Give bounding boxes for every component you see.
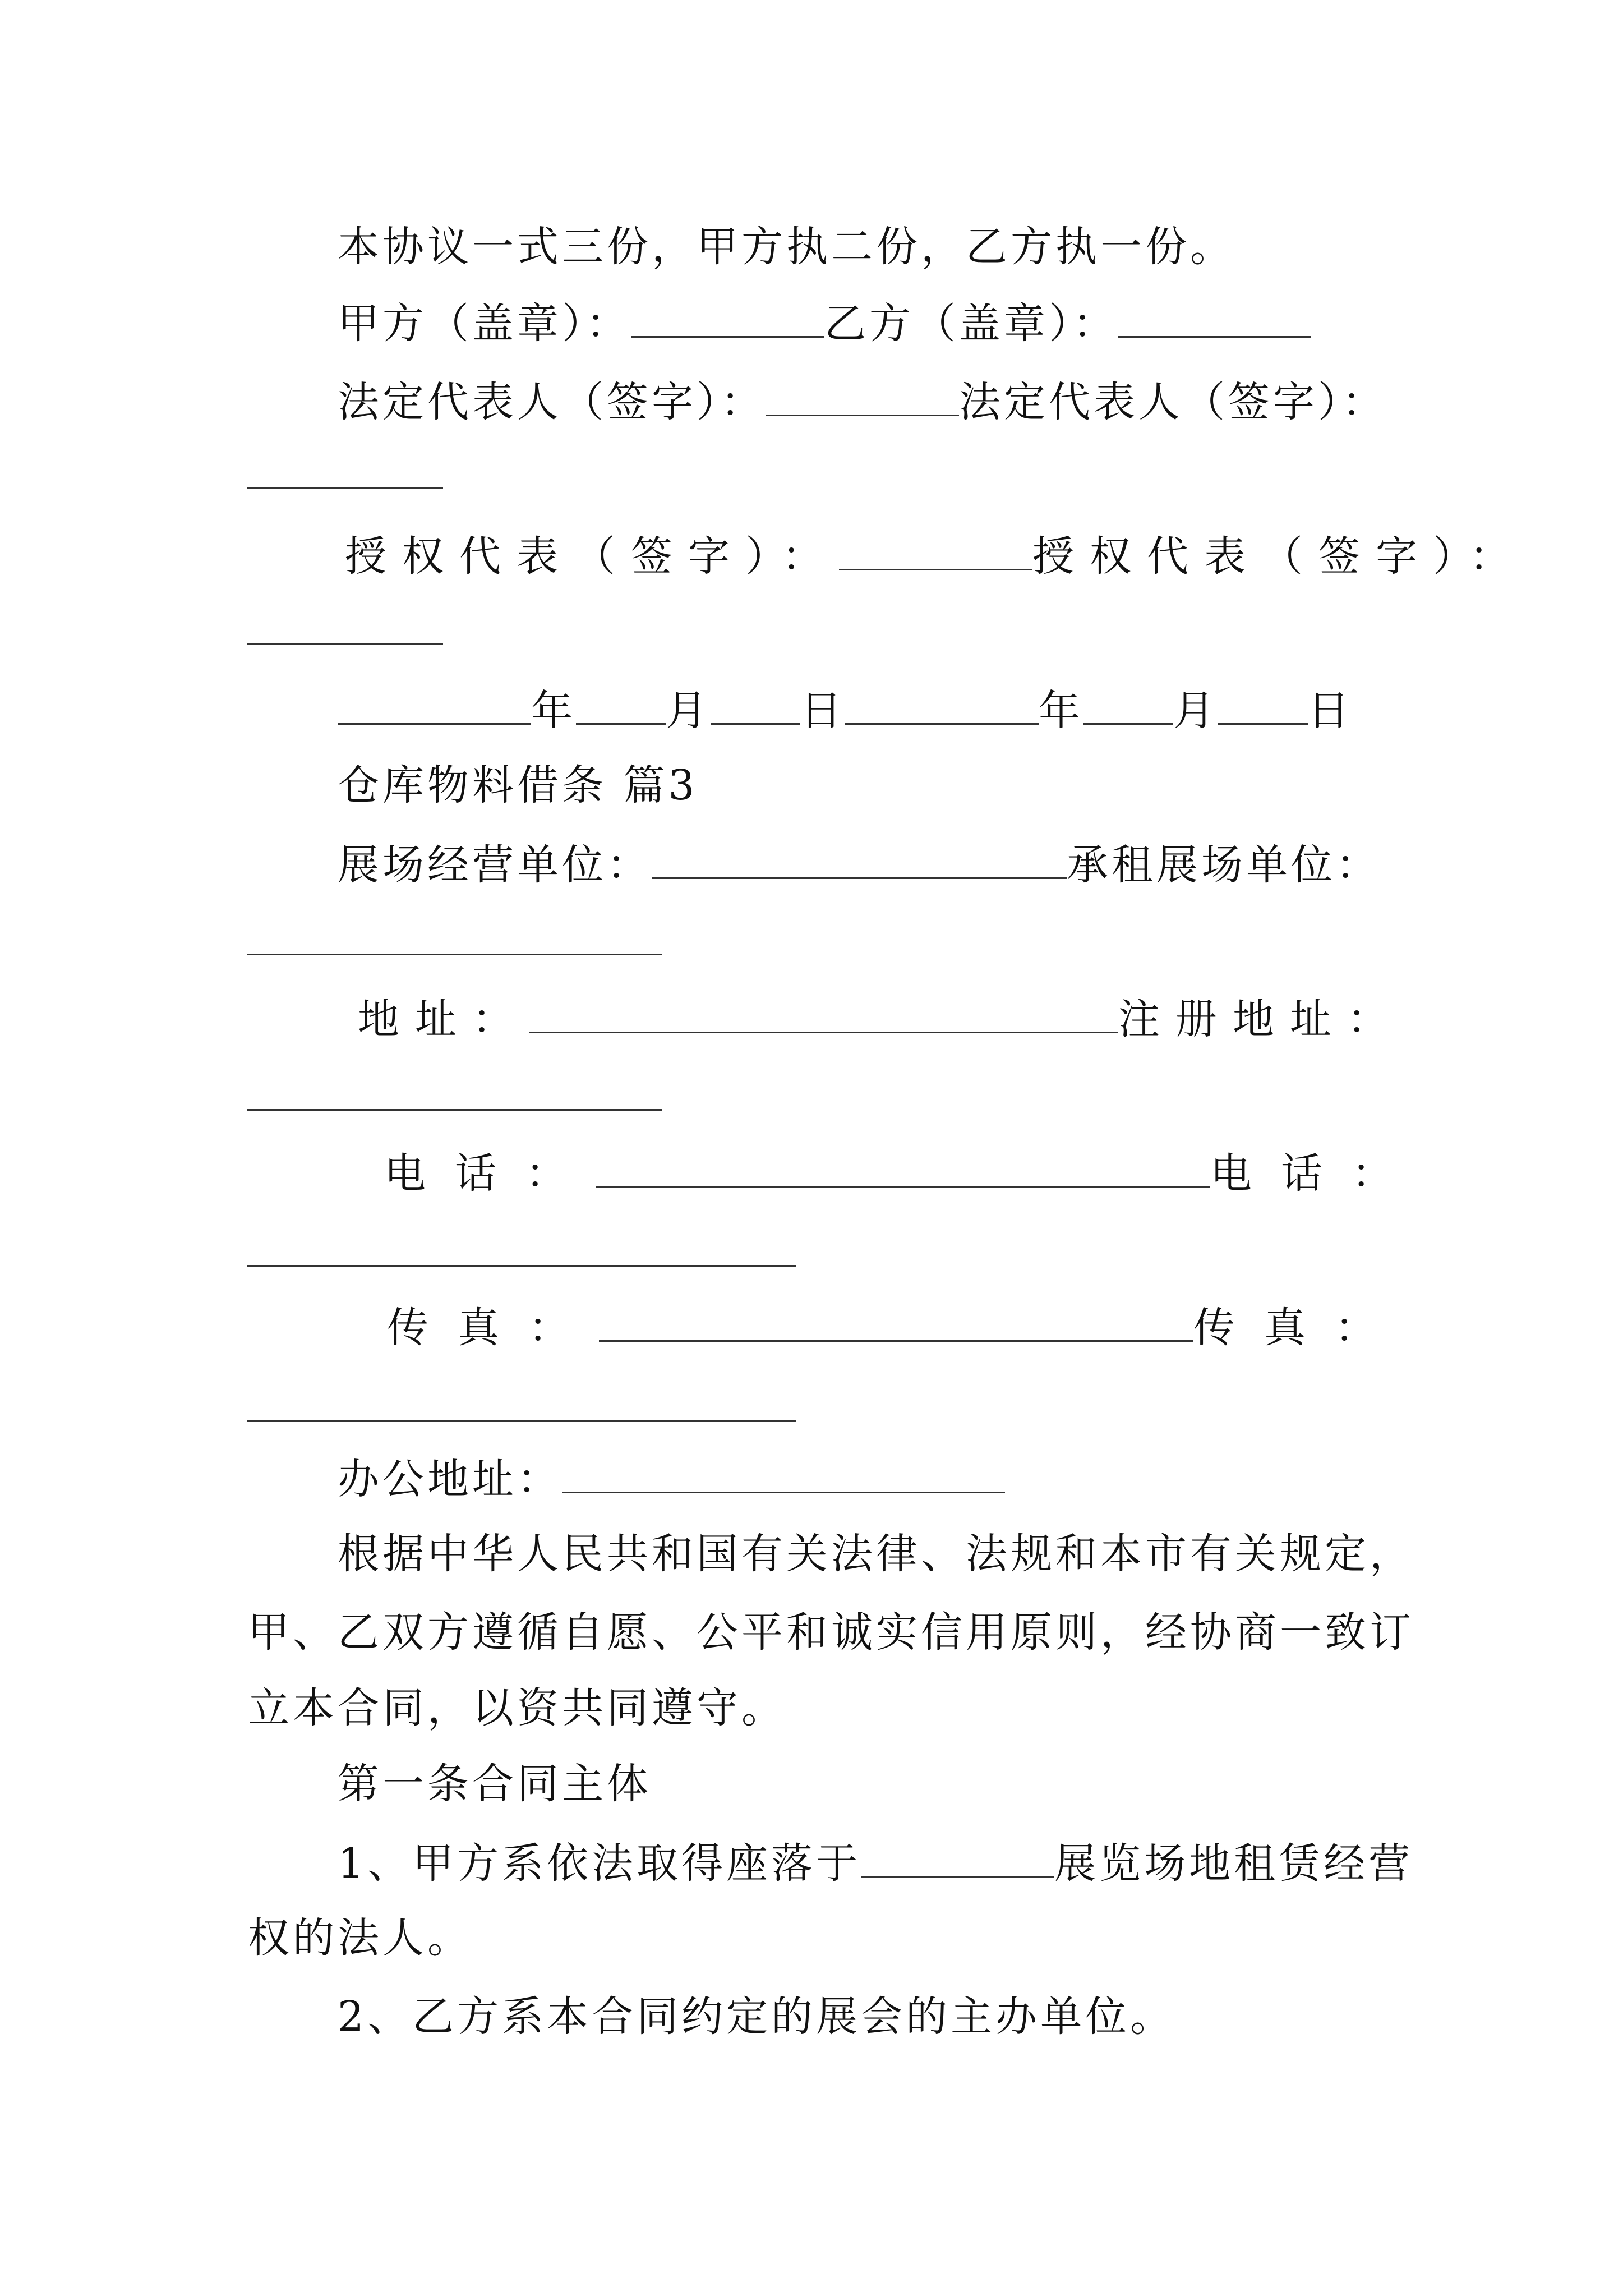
party-b-legal-rep-blank: [247, 487, 443, 489]
venue-unit-line: [338, 836, 1381, 893]
article-heading: [338, 1756, 652, 1812]
month-label: 月: [666, 687, 711, 735]
fax-line: [387, 1299, 1405, 1356]
fax-label-b: 传真：: [1193, 1304, 1405, 1352]
day-label: 日: [1308, 687, 1353, 735]
party-b-legal-rep-label: 法定代表人（签字）：: [959, 378, 1387, 426]
clause-1-text-cont: 展览场地租赁经营: [1054, 1839, 1414, 1888]
day-label: 日: [800, 687, 845, 735]
year-label: 年: [1039, 687, 1083, 735]
office-address-label: 办公地址：: [338, 1455, 562, 1503]
date-line: [338, 682, 1353, 739]
month-blank: [1083, 682, 1173, 725]
text-line: [338, 219, 1235, 275]
party-a-authorized-rep-label: 授权代表（签字）：: [345, 532, 839, 581]
month-blank: [576, 682, 666, 725]
article-heading-text: 第一条合同主体: [338, 1760, 652, 1808]
day-blank: [711, 682, 800, 725]
lessee-unit-label: 承租展场单位：: [1067, 841, 1381, 889]
address-blank: [529, 990, 1118, 1033]
office-address-blank: [562, 1450, 1005, 1493]
location-blank: [861, 1834, 1054, 1878]
paragraph-text: 甲、乙双方遵循自愿、公平和诚实信用原则，经协商一致订: [248, 1608, 1414, 1657]
party-b-stamp-blank: [1118, 295, 1311, 338]
lessee-unit-blank: [247, 954, 662, 955]
party-a-stamp-label: 甲方（盖章）：: [338, 300, 631, 348]
phone-label-b: 电话：: [1210, 1149, 1422, 1198]
party-b-authorized-rep-blank: [247, 643, 443, 645]
section-heading: [338, 757, 698, 813]
party-a-stamp-blank: [631, 295, 824, 338]
registered-address-blank: [247, 1109, 662, 1111]
address-label: 地址：: [358, 995, 529, 1043]
paragraph-line: [248, 1604, 1414, 1660]
phone-label-a: 电话：: [384, 1149, 596, 1198]
year-label: 年: [531, 687, 576, 735]
clause-line: [248, 1910, 472, 1966]
party-b-authorized-rep-label: 授权代表（签字）：: [1032, 532, 1527, 581]
party-b-stamp-label: 乙方（盖章）：: [824, 300, 1118, 348]
clause-line: [338, 1989, 1175, 2045]
office-address-line: [338, 1450, 1005, 1507]
clause-1-text: 1、甲方系依法取得座落于: [338, 1839, 861, 1888]
authorized-rep-line: [345, 527, 1527, 585]
paragraph-line: [338, 1526, 1414, 1582]
section-heading-text: 仓库物料借条 篇3: [338, 761, 698, 809]
clause-line: [338, 1834, 1413, 1892]
fax-blank-a: [599, 1299, 1193, 1342]
venue-operator-blank: [652, 836, 1067, 879]
address-line: [358, 990, 1404, 1047]
party-stamp-line: [338, 295, 1311, 352]
day-blank: [1218, 682, 1308, 725]
paragraph-text: 立本合同，以资共同遵守。: [248, 1684, 786, 1732]
year-blank: [845, 682, 1039, 725]
paragraph-line: [248, 1680, 786, 1736]
fax-blank-b: [247, 1420, 796, 1422]
registered-address-label: 注册地址：: [1118, 995, 1404, 1043]
legal-rep-line: [338, 373, 1387, 430]
phone-line: [384, 1144, 1422, 1202]
party-a-legal-rep-blank: [766, 373, 959, 416]
year-blank: [338, 682, 531, 725]
month-label: 月: [1173, 687, 1218, 735]
clause-1-text-end: 权的法人。: [248, 1914, 472, 1962]
text-line: 本协议一式三份，甲方执二份，乙方执一份。: [338, 223, 1235, 271]
clause-2-text: 2、乙方系本合同约定的展会的主办单位。: [338, 1993, 1175, 2041]
party-a-authorized-rep-blank: [839, 527, 1032, 570]
venue-operator-label: 展场经营单位：: [338, 841, 652, 889]
paragraph-text: 根据中华人民共和国有关法律、法规和本市有关规定，: [338, 1530, 1414, 1578]
party-a-legal-rep-label: 法定代表人（签字）：: [338, 378, 766, 426]
phone-blank-a: [596, 1144, 1210, 1188]
phone-blank-b: [247, 1265, 796, 1267]
fax-label-a: 传真：: [387, 1304, 599, 1352]
